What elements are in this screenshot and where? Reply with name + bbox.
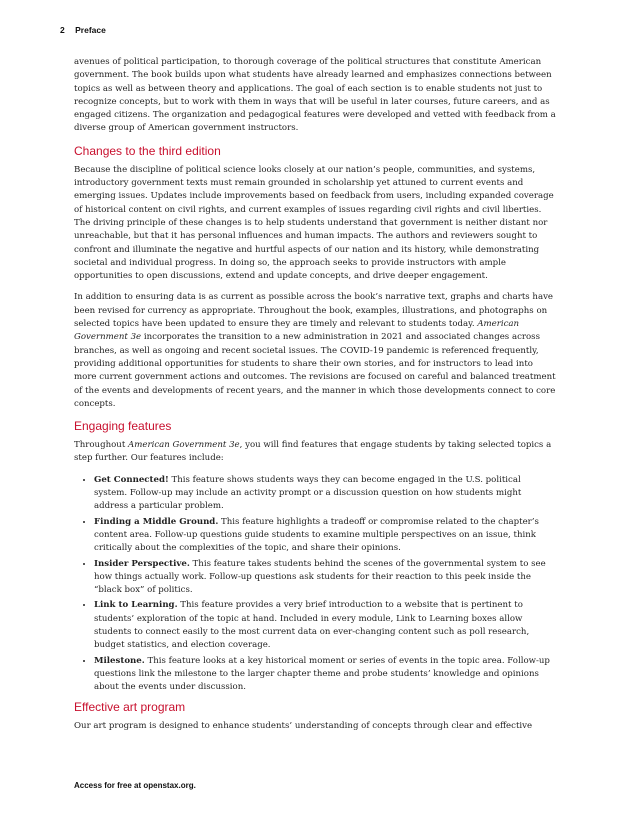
features-intro-end: , you will find features that engage students by taking selected topics a step further. Our features include: bbox=[74, 440, 552, 464]
feature-term: Milestone. bbox=[94, 655, 145, 666]
list-item bbox=[94, 655, 556, 695]
features-list bbox=[74, 474, 556, 695]
book-title-italic: American Government 3e bbox=[128, 440, 240, 451]
feature-desc: This feature looks at a key historical moment or series of events in the topic area. Follow-up questions link the milestone to the larger chapter theme and probe students’ knowledge and opinions about the events under discussion. bbox=[94, 655, 550, 693]
running-header bbox=[60, 25, 106, 35]
feature-desc: This feature provides a very brief introduction to a website that is pertinent to students’ exploration of the topic at hand. Included in every module, Link to Learning boxes allow students to connect easily to the most current data on ever-changing content such as poll research, budget statistics, and election coverage. bbox=[94, 600, 530, 651]
feature-desc: This feature takes students behind the scenes of the governmental system to see how things actually work. Follow-up questions ask students for their reaction to this peek inside the “black box” of politics. bbox=[94, 558, 546, 596]
feature-term: Insider Perspective. bbox=[94, 558, 190, 569]
feature-term: Link to Learning. bbox=[94, 600, 178, 611]
feature-term: Get Connected! bbox=[94, 474, 169, 485]
list-item bbox=[94, 474, 556, 514]
list-item bbox=[94, 599, 556, 652]
feature-desc: This feature shows students ways they can become engaged in the U.S. political system. Follow-up may include an activity prompt or a discussion question on how students might address a particular problem. bbox=[94, 474, 522, 512]
feature-term: Finding a Middle Ground. bbox=[94, 516, 219, 527]
features-intro bbox=[74, 439, 556, 466]
heading-changes-third-edition: Changes to the third edition bbox=[74, 143, 221, 158]
feature-desc: This feature highlights a tradeoff or compromise related to the chapter’s content area. Follow-up questions guide students to examine multiple perspectives on an issue, think critically about the complexities of the topic, and share their opinions. bbox=[94, 516, 539, 554]
changes-paragraph-2 bbox=[74, 291, 556, 411]
changes-paragraph-1: Because the discipline of political science looks closely at our nation’s people, communities, and systems, introductory government texts must remain grounded in scholarship yet attuned to current events and emerging issues. Updates include improvements based on feedback from users, including expanded coverage of historical content on civil rights, and current examples of issues regarding civil rights and civil liberties. The driving principle of these changes is to help students understand that government is neither distant nor unreachable, but that it has personal influences and human impacts. The authors and reviewers sought to confront and illuminate the negative and hurtful aspects of our nation and its history, while demonstrating societal and individual progress. In doing so, the approach seeks to provide instructors with ample opportunities to open discussions, extend and update concepts, and drive deeper engagement. bbox=[74, 164, 554, 282]
heading-engaging-features: Engaging features bbox=[74, 419, 172, 434]
page-number: 2 bbox=[60, 25, 65, 35]
section-title: Preface bbox=[75, 25, 106, 35]
changes-p2-end: incorporates the transition to a new administration in 2021 and associated changes across branches, as well as ongoing and recent societal issues. The COVID-19 pandemic is referenced frequently, providing additional opportunities for students to share their own stories, and for instructors to lead into more current government actions and outcomes. The revisions are focused on careful and balanced treatment of the events and developments of recent years, and the manner in which those developments connect to core concepts. bbox=[74, 332, 556, 409]
list-item bbox=[94, 558, 556, 598]
book-title-italic: American Government 3e bbox=[74, 319, 520, 343]
intro-paragraph: avenues of political participation, to thorough coverage of the political structures that constitute American government. The book builds upon what students have already learned and emphasizes connections between topics as well as between theory and applications. The goal of each section is to enable students not just to recognize concepts, but to work with them in ways that will be useful in later courses, future careers, and as engaged citizens. The organization and pedagogical features were developed and vetted with feedback from a diverse group of American government instructors. bbox=[74, 57, 556, 134]
list-item bbox=[94, 516, 556, 556]
changes-p2-start: In addition to ensuring data is as current as possible across the book’s narrative text, graphs and charts have been revised for currency as appropriate. Throughout the book, examples, illustrations, and photographs on selected topics have been updated to ensure they are timely and relevant to students today. bbox=[74, 292, 554, 330]
footer-link-text[interactable]: Access for free at openstax.org. bbox=[74, 781, 196, 790]
art-program-paragraph: Our art program is designed to enhance students’ understanding of concepts through clear and effective bbox=[74, 721, 533, 732]
features-intro-start: Throughout bbox=[74, 440, 129, 451]
heading-effective-art-program: Effective art program bbox=[74, 700, 186, 715]
page-body bbox=[74, 56, 556, 742]
